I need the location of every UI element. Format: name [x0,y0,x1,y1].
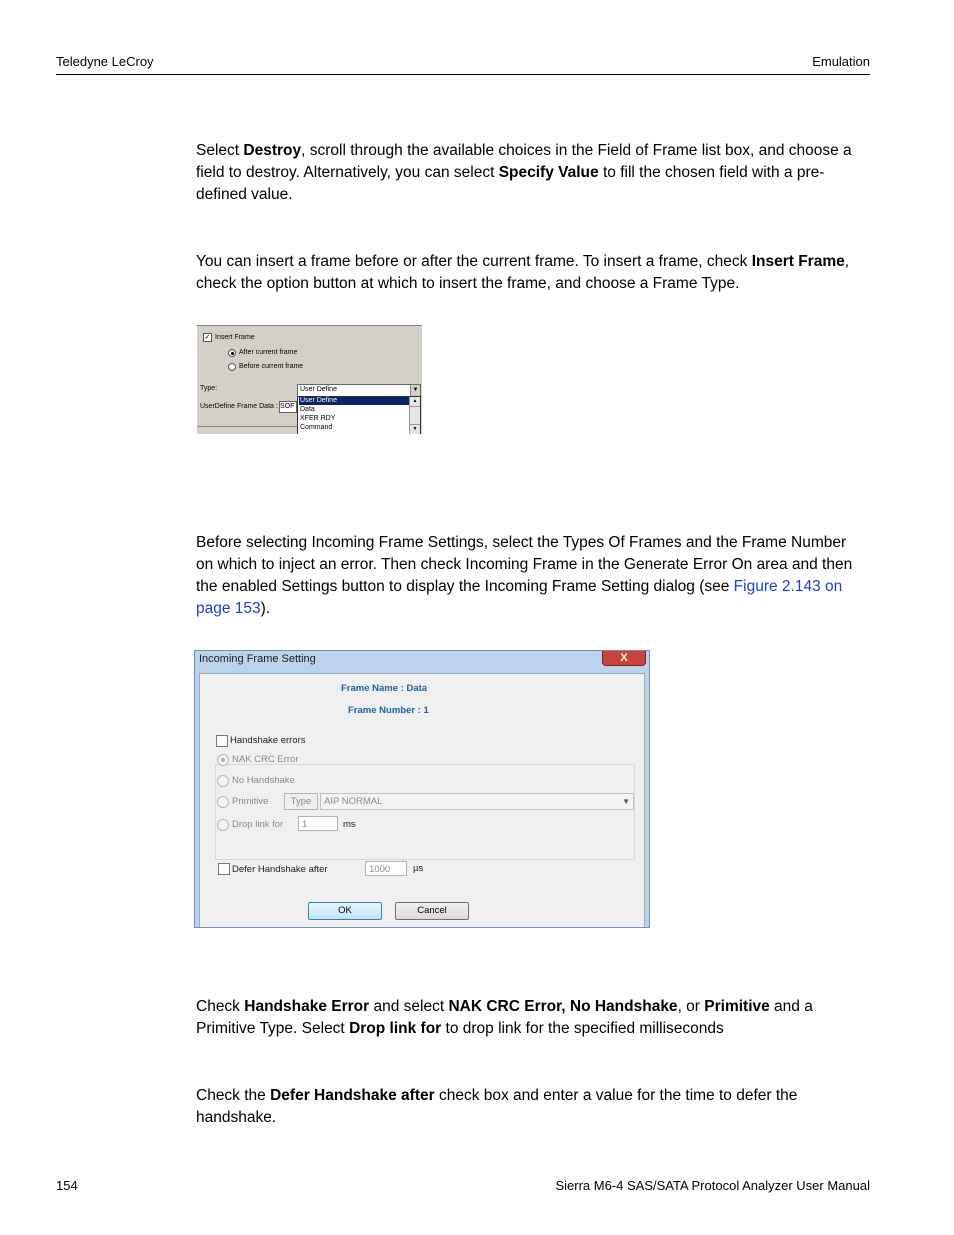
ok-button[interactable]: OK [308,902,382,920]
scroll-up-icon[interactable]: ▲ [410,397,420,407]
insert-frame-panel [197,325,422,434]
handshake-errors-checkbox[interactable] [216,735,228,747]
frame-type-dropdown-list[interactable] [297,396,421,434]
drop-link-radio[interactable] [217,819,229,831]
close-button[interactable]: X [602,650,646,666]
drop-link-label: Drop link for [232,819,284,830]
primitive-label: Primitive [232,796,269,807]
frame-name-heading: Frame Name : Data [341,683,428,694]
nak-crc-error-radio[interactable] [217,754,229,766]
dialog-title: Incoming Frame Setting [199,653,316,665]
defer-handshake-input[interactable]: 1000 [365,861,407,876]
nak-crc-error-label: NAK CRC Error [232,754,299,765]
insert-frame-label: Insert Frame [215,334,255,341]
insert-frame-checkbox[interactable]: ✓ [204,334,211,341]
defer-handshake-checkbox[interactable] [218,863,230,875]
type-label: Type: [200,385,218,392]
paragraph-handshake-error: Check Handshake Error and select NAK CRC Error, No Handshake, or Primitive and a Primitive Type. Select Drop link for to drop link for the specified milliseconds [196,998,813,1037]
userdefine-frame-data-field[interactable]: SOF [279,401,297,413]
frame-type-option[interactable]: User Define [299,397,410,405]
handshake-errors-label: Handshake errors [230,735,306,746]
dialog-body [199,673,645,928]
after-current-frame-radio[interactable] [228,349,236,357]
primitive-radio[interactable] [217,796,229,808]
before-current-frame-label: Before current frame [239,363,304,370]
no-handshake-label: No Handshake [232,775,295,786]
running-header-left: Teledyne LeCroy [56,54,154,69]
defer-handshake-label: Defer Handshake after [232,864,328,875]
figure-link[interactable]: Figure 2.143 on page 153 [196,578,843,617]
running-header-right: Emulation [812,54,870,69]
frame-type-option[interactable]: Data [300,406,315,413]
drop-link-input[interactable]: 1 [298,816,338,831]
paragraph-destroy: Select Destroy, scroll through the available choices in the Field of Frame list box, and choose a field to destroy. Alternatively, you can select Specify Value to fill the chosen field with a pre-defined value. [196,142,852,203]
header-rule [56,74,870,75]
panel-divider [197,426,297,427]
frame-type-option[interactable]: XFER RDY [300,415,336,422]
chevron-down-icon[interactable]: ▼ [410,385,420,396]
chevron-down-icon: ▼ [622,797,630,806]
paragraph-defer-handshake: Check the Defer Handshake after check box and enter a value for the time to defer the handshake. [196,1087,798,1126]
primitive-type-value: AIP NORMAL [324,796,383,807]
after-current-frame-label: After current frame [239,349,298,356]
userdefine-frame-data-label: UserDefine Frame Data : [200,403,278,410]
type-button[interactable]: Type [284,793,318,810]
defer-handshake-unit: µs [413,863,424,874]
frame-type-option[interactable]: Command [300,424,333,431]
primitive-type-select[interactable] [320,793,634,810]
frame-type-value: User Define [300,386,337,393]
scroll-down-icon[interactable]: ▼ [410,424,420,434]
no-handshake-radio[interactable] [217,775,229,787]
frame-number-heading: Frame Number : 1 [348,705,429,716]
before-current-frame-radio[interactable] [228,363,236,371]
list-scrollbar[interactable] [409,397,420,434]
page-number: 154 [56,1178,78,1193]
drop-link-unit: ms [343,819,356,830]
cancel-button[interactable]: Cancel [395,902,469,920]
paragraph-incoming-frame: Before selecting Incoming Frame Settings, select the Types Of Frames and the Frame Number on which to inject an error. Then check Incoming Frame in the Generate Error On area and then the enabled Settings button to display the Incoming Frame Setting dialog (see Figure 2.143 on page 153). [196,534,853,617]
incoming-frame-setting-dialog [194,650,650,928]
footer-title: Sierra M6-4 SAS/SATA Protocol Analyzer User Manual [555,1178,870,1193]
paragraph-insert-frame: You can insert a frame before or after the current frame. To insert a frame, check Insert Frame, check the option button at which to insert the frame, and choose a Frame Type. [196,253,850,292]
